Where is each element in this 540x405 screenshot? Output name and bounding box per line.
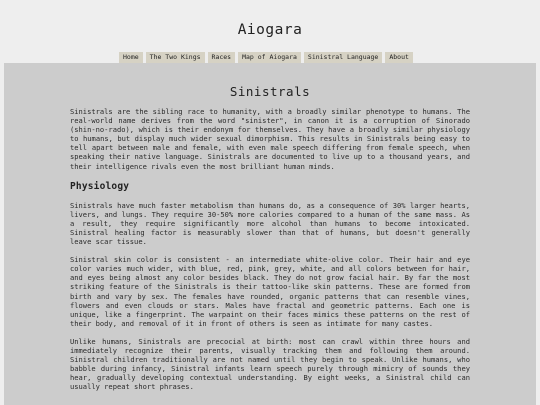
physiology-heading: Physiology [70,180,130,192]
content-panel [4,63,536,405]
nav-tab-the-two-kings[interactable]: The Two Kings [146,52,205,63]
physiology-paragraph-metabolism: Sinistrals have much faster metabolism than humans do, as a consequence of 30% larger hearts, livers, and lungs. They require 30-50% more calories compared to a human of the same mass. As a result, they require significantly more alcohol than humans to become intoxicated. Sinistral healing factor is measurably slower than that of humans, but doesn't generally leave scar tissue. [70,200,470,247]
nav-tab-home[interactable]: Home [119,52,143,63]
nav-tab-sinistral-language[interactable]: Sinistral Language [304,52,382,63]
site-title: Aiogara [237,22,303,38]
nav-tab-races[interactable]: Races [208,52,236,63]
physiology-paragraph-development: Unlike humans, Sinistrals are precocial at birth: most can crawl within three hours and immediately recognize their parents, visually tracking them and following them around. Sinistral children traditionally are not named until they begin to speak. Unlike humans, who babble during infancy, Sinistral infants learn speech purely through mimicry of sounds they hear, gradually developing contextual understanding. By eight weeks, a Sinistral child can usually repeat short phrases. [70,336,470,392]
article-body [70,107,470,400]
site-header [0,0,540,61]
main-nav [119,52,413,63]
nav-tab-map-of-aiogara[interactable]: Map of Aiogara [238,52,301,63]
page-heading: Sinistrals [229,84,311,99]
physiology-paragraph-appearance: Sinistral skin color is consistent - an intermediate white-olive color. Their hair and eye color varies much wider, with blue, red, pink, grey, white, and all colors between for hair, and eyes being almost any color besides black. They do not grow facial hair. By far the most striking feature of the Sinistrals is their tattoo-like skin patterns. These are formed from birth and vary by sex. The females have rounded, organic patterns that can resemble vines, flowers and even clouds or stars. Males have fractal and geometric patterns. Each one is unique, like a fingerprint. The warpaint on their faces mimics these patterns on the rest of their body, and removal of it in front of others is seen as intimate for many castes. [70,255,470,328]
nav-tab-about[interactable]: About [385,52,413,63]
intro-paragraph: Sinistrals are the sibling race to humanity, with a broadly similar phenotype to humans. The real-world name derives from the word "sinister", in canon it is a corruption of Sinorado (shin-no-rado), which is their endonym for themselves. They have a broadly similar physiology to humans, but display much wider sexual dimorphism. This results in Sinistrals being easy to tell apart between male and female, with even male speech differing from female speech, when speaking their native language. Sinistrals are documented to live up to a thousand years, and their intelligence rivals even the most brilliant human minds. [70,107,470,171]
